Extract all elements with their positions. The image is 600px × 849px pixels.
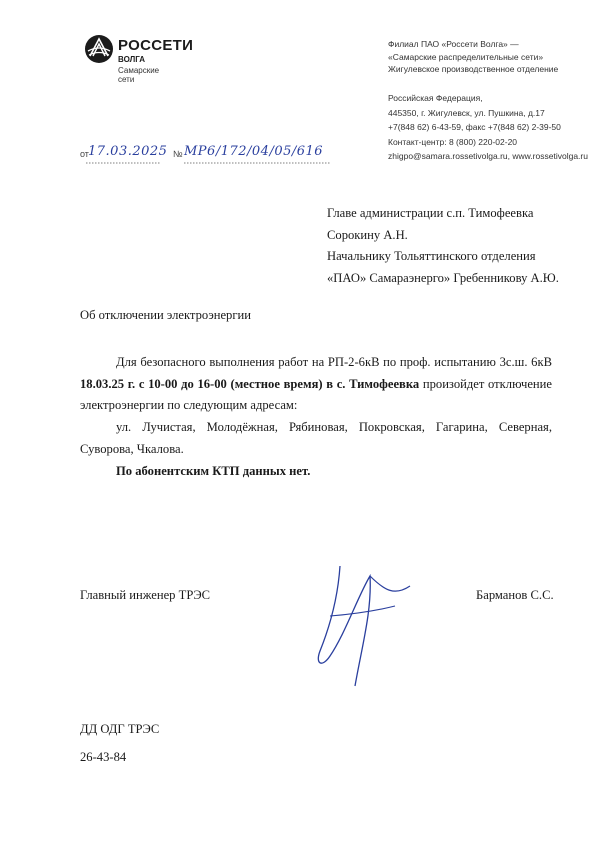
body-paragraph-2: ул. Лучистая, Молодёжная, Рябиновая, Покровская, Гагарина, Северная, Суворова, Чкалова. — [80, 420, 552, 456]
body-paragraph-1 — [80, 352, 552, 417]
header-line: Филиал ПАО «Россети Волга» — — [388, 39, 519, 49]
addressee-line: «ПАО» Самараэнерго» Гребенникову А.Ю. — [327, 270, 559, 285]
header-contact-block — [388, 92, 588, 163]
brand-region: ВОЛГА — [118, 55, 146, 64]
rosseti-logo-icon — [84, 34, 114, 64]
handwritten-date: 17.03.2025 — [88, 144, 168, 159]
date-label: от — [80, 149, 89, 159]
addressee-block — [327, 203, 559, 289]
addressee-line: Сорокину А.Н. — [327, 227, 408, 242]
contact-line: +7(848 62) 6-43-59, факс +7(848 62) 2-39-50 — [388, 122, 561, 132]
header-line: «Самарские распределительные сети» — [388, 51, 544, 62]
header-org-block — [388, 38, 558, 76]
footer-dept: ДД ОДГ ТРЭС — [80, 722, 160, 736]
brand-branch: Самарские сети — [118, 66, 160, 84]
contact-line: Контакт-центр: 8 (800) 220-02-20 — [388, 136, 518, 147]
contact-line: zhigpo@samara.rossetivolga.ru, www.rossetivolga.ru — [388, 151, 588, 161]
body-paragraph-3: По абонентским КТП данных нет. — [116, 464, 311, 478]
brand-name: РОССЕТИ — [118, 37, 194, 54]
addressee-line: Начальнику Тольяттинского отделения — [327, 249, 536, 263]
signatory-title: Главный инженер ТРЭС — [80, 588, 211, 602]
contact-line: Российская Федерация, — [388, 93, 483, 103]
addressee-line: Главе администрации с.п. Тимофеевка — [327, 206, 534, 220]
signatory-name: Барманов С.С. — [476, 588, 554, 602]
underline-dotted — [80, 160, 340, 166]
handwritten-signature — [300, 556, 430, 696]
reference-line — [80, 146, 340, 166]
header-line: Жигулевское производственное отделение — [388, 64, 559, 74]
footer-phone: 26-43-84 — [80, 750, 127, 764]
handwritten-number: МР6/172/04/05/616 — [184, 144, 324, 159]
letter-subject: Об отключении электроэнергии — [80, 308, 251, 322]
contact-line: 445350, г. Жигулевск, ул. Пушкина, д.17 — [388, 107, 545, 118]
body-text: произойдет отключение электроэнергии по следующим адресам: — [80, 376, 552, 412]
body-bold-text: 18.03.25 г. с 10-00 до 16-00 (местное время) в с. Тимофеевка — [80, 376, 420, 391]
body-text: Для безопасного выполнения работ на РП-2-6кВ по проф. испытанию 3с.ш. 6кВ — [116, 355, 552, 369]
number-label: № — [173, 149, 183, 159]
